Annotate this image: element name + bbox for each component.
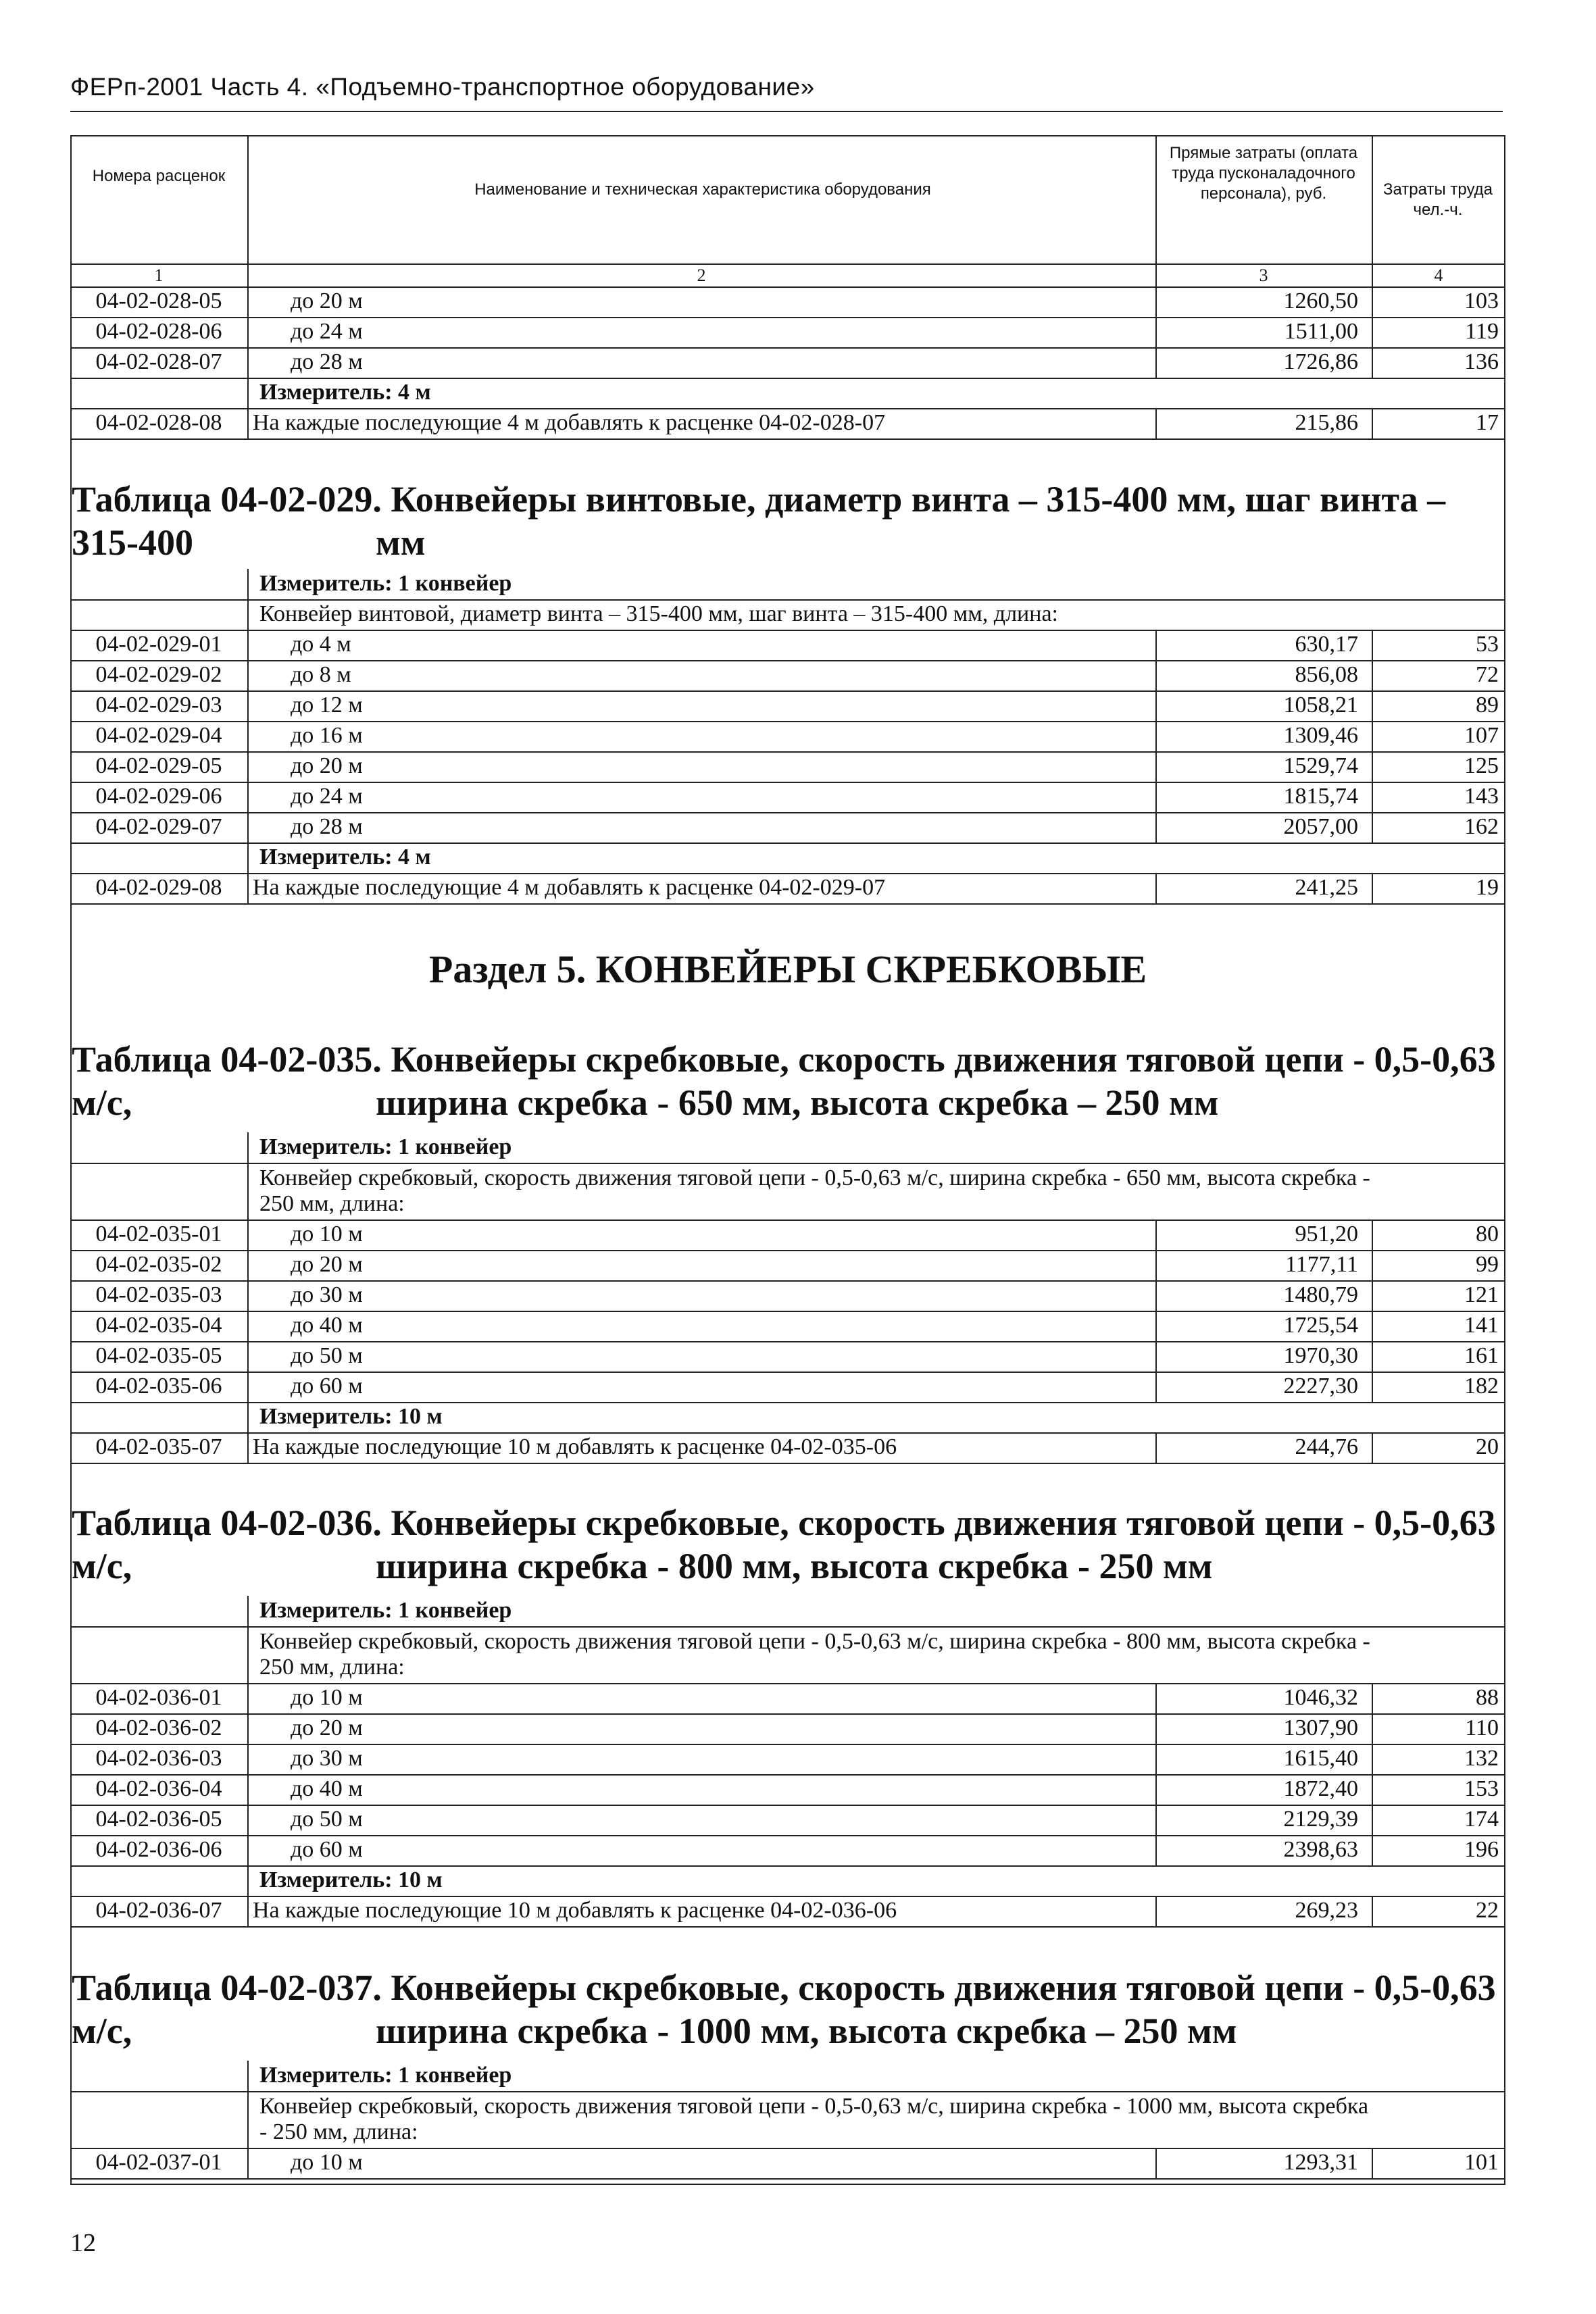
column-divider: [247, 630, 249, 842]
rate-cost: 856,08: [1295, 662, 1358, 687]
rate-name: до 10 м: [291, 2150, 363, 2175]
rate-code: 04-02-029-02: [95, 662, 222, 687]
table-title: ширина скребка - 650 мм, высота скребка – 250 мм: [376, 1082, 1219, 1123]
rate-cost: 244,76: [1295, 1434, 1358, 1459]
col-num-4: 4: [1434, 266, 1443, 285]
rate-labor: 141: [1464, 1313, 1499, 1338]
column-divider: [247, 1402, 249, 1432]
row-rule: [70, 903, 1505, 905]
column-divider: [247, 1596, 249, 1626]
rate-code: 04-02-036-07: [95, 1898, 222, 1923]
rate-code: 04-02-029-05: [95, 753, 222, 778]
rate-cost: 1307,90: [1283, 1715, 1358, 1740]
table-description: - 250 мм, длина:: [259, 2119, 418, 2144]
rate-code: 04-02-029-07: [95, 814, 222, 839]
rate-cost: 1529,74: [1283, 753, 1358, 778]
rate-name: до 50 м: [291, 1343, 363, 1368]
rate-cost: 1177,11: [1285, 1252, 1358, 1277]
rate-labor: 110: [1465, 1715, 1499, 1740]
column-divider: [1155, 630, 1157, 842]
table-description: Конвейер скребковый, скорость движения тяговой цепи - 0,5-0,63 м/с, ширина скребка - 1000 мм, высота скребка: [259, 2094, 1369, 2119]
rate-code: 04-02-036-03: [95, 1746, 222, 1771]
column-divider: [247, 286, 249, 378]
col-header-cost: Прямые затраты (оплата труда пусконаладочного персонала), руб.: [1169, 144, 1358, 203]
rate-cost: 269,23: [1295, 1898, 1358, 1923]
rate-cost: 1970,30: [1283, 1343, 1358, 1368]
rate-cost: 1511,00: [1284, 319, 1358, 344]
table-description: 250 мм, длина:: [259, 1655, 405, 1680]
column-divider: [1155, 408, 1157, 438]
rate-name: до 20 м: [291, 1715, 363, 1740]
header-divider: [1372, 135, 1373, 286]
rate-cost: 1046,32: [1283, 1685, 1358, 1710]
column-divider: [247, 1163, 249, 1219]
rate-labor: 136: [1464, 349, 1499, 374]
rate-labor: 20: [1476, 1434, 1499, 1459]
rate-name: до 24 м: [291, 784, 363, 809]
rate-code: 04-02-028-05: [95, 288, 222, 313]
column-divider: [247, 569, 249, 599]
column-divider: [1155, 1683, 1157, 1865]
rate-labor: 182: [1464, 1374, 1499, 1399]
column-divider: [1372, 408, 1373, 438]
rate-name: до 24 м: [291, 319, 363, 344]
rate-name: На каждые последующие 10 м добавлять к расценке 04-02-035-06: [253, 1434, 897, 1459]
column-divider: [1155, 873, 1157, 903]
meter-label: Измеритель: 1 конвейер: [259, 1598, 512, 1623]
rate-labor: 89: [1476, 693, 1499, 718]
rate-name: до 28 м: [291, 349, 363, 374]
page-header: ФЕРп-2001 Часть 4. «Подъемно-транспортное оборудование»: [70, 73, 815, 101]
rate-code: 04-02-028-06: [95, 319, 222, 344]
column-divider: [247, 1432, 249, 1463]
rate-cost: 1872,40: [1283, 1776, 1358, 1801]
col-header-labor: Затраты труда чел.-ч.: [1382, 180, 1493, 219]
rate-cost: 2398,63: [1283, 1837, 1358, 1862]
rate-name: до 20 м: [291, 288, 363, 313]
table-title: мм: [376, 522, 426, 563]
rate-labor: 119: [1465, 319, 1499, 344]
meter-label: Измеритель: 10 м: [259, 1404, 443, 1429]
col-num-3: 3: [1259, 266, 1268, 285]
column-divider: [247, 599, 249, 630]
table-description: Конвейер винтовой, диаметр винта – 315-400 мм, шаг винта – 315-400 мм, длина:: [259, 601, 1058, 626]
meter-label: Измеритель: 4 м: [259, 845, 431, 870]
table-title: Таблица 04-02-037. Конвейеры скребковые, скорость движения тяговой цепи - 0,5-0,63 м/с,: [72, 1967, 1496, 2051]
col-num-2: 2: [697, 266, 706, 285]
rate-code: 04-02-036-06: [95, 1837, 222, 1862]
rate-name: до 30 м: [291, 1282, 363, 1307]
rate-labor: 162: [1464, 814, 1499, 839]
rate-name: до 4 м: [291, 632, 351, 657]
rate-labor: 143: [1464, 784, 1499, 809]
table-description: Конвейер скребковый, скорость движения тяговой цепи - 0,5-0,63 м/с, ширина скребка - 800 мм, высота скребка -: [259, 1629, 1370, 1654]
table-description: 250 мм, длина:: [259, 1191, 405, 1216]
rate-name: до 40 м: [291, 1313, 363, 1338]
header-divider: [1155, 135, 1157, 286]
rate-labor: 196: [1464, 1837, 1499, 1862]
row-rule: [70, 2178, 1505, 2180]
col-header-code: Номера расценок: [92, 167, 226, 185]
table-description: Конвейер скребковый, скорость движения тяговой цепи - 0,5-0,63 м/с, ширина скребка - 650 мм, высота скребка -: [259, 1165, 1370, 1190]
column-divider: [1372, 873, 1373, 903]
rate-name: до 8 м: [291, 662, 351, 687]
column-divider: [1372, 1219, 1373, 1402]
rate-cost: 1260,50: [1283, 288, 1358, 313]
rate-name: На каждые последующие 4 м добавлять к расценке 04-02-029-07: [253, 875, 886, 900]
rate-name: до 60 м: [291, 1837, 363, 1862]
column-divider: [247, 2091, 249, 2148]
header-divider: [247, 135, 249, 286]
column-divider: [1155, 1896, 1157, 1926]
column-divider: [247, 1626, 249, 1683]
rate-cost: 2129,39: [1283, 1807, 1358, 1832]
column-divider: [247, 2061, 249, 2091]
column-divider: [1155, 1219, 1157, 1402]
meter-label: Измеритель: 4 м: [259, 380, 431, 405]
rate-labor: 107: [1464, 723, 1499, 748]
column-divider: [247, 842, 249, 873]
rate-name: до 12 м: [291, 693, 363, 718]
rate-name: На каждые последующие 4 м добавлять к расценке 04-02-028-07: [253, 410, 886, 435]
row-rule: [70, 1463, 1505, 1464]
rate-labor: 101: [1464, 2150, 1499, 2175]
rate-code: 04-02-035-07: [95, 1434, 222, 1459]
rate-name: до 16 м: [291, 723, 363, 748]
rate-name: до 50 м: [291, 1807, 363, 1832]
column-divider: [1372, 1683, 1373, 1865]
rate-code: 04-02-036-01: [95, 1685, 222, 1710]
column-divider: [247, 1683, 249, 1865]
rate-code: 04-02-029-04: [95, 723, 222, 748]
rate-cost: 1480,79: [1283, 1282, 1358, 1307]
col-num-1: 1: [154, 266, 164, 285]
rate-code: 04-02-035-02: [95, 1252, 222, 1277]
rate-cost: 2057,00: [1283, 814, 1358, 839]
section-title: Раздел 5. КОНВЕЙЕРЫ СКРЕБКОВЫЕ: [428, 947, 1147, 991]
rate-labor: 17: [1476, 410, 1499, 435]
rate-labor: 88: [1476, 1685, 1499, 1710]
column-divider: [1155, 286, 1157, 378]
rate-labor: 99: [1476, 1252, 1499, 1277]
column-divider: [1372, 1896, 1373, 1926]
rate-cost: 1309,46: [1283, 723, 1358, 748]
column-divider: [1372, 286, 1373, 378]
column-divider: [247, 873, 249, 903]
rate-code: 04-02-036-04: [95, 1776, 222, 1801]
rate-name: до 40 м: [291, 1776, 363, 1801]
rate-code: 04-02-029-03: [95, 693, 222, 718]
table-title: Таблица 04-02-036. Конвейеры скребковые, скорость движения тяговой цепи - 0,5-0,63 м/с,: [72, 1503, 1496, 1586]
rate-cost: 951,20: [1295, 1222, 1358, 1247]
rate-code: 04-02-035-05: [95, 1343, 222, 1368]
table-title: ширина скребка - 1000 мм, высота скребка – 250 мм: [376, 2011, 1237, 2051]
rate-labor: 153: [1464, 1776, 1499, 1801]
rate-name: На каждые последующие 10 м добавлять к расценке 04-02-036-06: [253, 1898, 897, 1923]
rate-cost: 630,17: [1295, 632, 1358, 657]
column-divider: [247, 1219, 249, 1402]
table-title: ширина скребка - 800 мм, высота скребка - 250 мм: [376, 1546, 1213, 1586]
header-rule: [70, 111, 1503, 112]
meter-label: Измеритель: 10 м: [259, 1867, 443, 1892]
rate-labor: 161: [1464, 1343, 1499, 1368]
rate-name: до 30 м: [291, 1746, 363, 1771]
column-divider: [247, 2148, 249, 2178]
rate-labor: 53: [1476, 632, 1499, 657]
column-divider: [247, 1896, 249, 1926]
meter-label: Измеритель: 1 конвейер: [259, 1134, 512, 1159]
rate-labor: 72: [1476, 662, 1499, 687]
column-divider: [247, 1865, 249, 1896]
rate-cost: 1058,21: [1283, 693, 1358, 718]
rate-labor: 121: [1464, 1282, 1499, 1307]
rate-code: 04-02-028-07: [95, 349, 222, 374]
column-divider: [247, 378, 249, 408]
rate-name: до 10 м: [291, 1685, 363, 1710]
rate-code: 04-02-028-08: [95, 410, 222, 435]
meter-label: Измеритель: 1 конвейер: [259, 571, 512, 596]
row-rule: [70, 438, 1505, 440]
column-divider: [247, 1132, 249, 1163]
table-title: Таблица 04-02-035. Конвейеры скребковые, скорость движения тяговой цепи - 0,5-0,63 м/с,: [72, 1039, 1496, 1123]
rate-name: до 28 м: [291, 814, 363, 839]
rate-cost: 2227,30: [1283, 1374, 1358, 1399]
rate-labor: 125: [1464, 753, 1499, 778]
table-title: Таблица 04-02-029. Конвейеры винтовые, диаметр винта – 315-400 мм, шаг винта – 315-400: [72, 479, 1446, 563]
rate-code: 04-02-035-01: [95, 1222, 222, 1247]
rate-name: до 20 м: [291, 753, 363, 778]
rate-cost: 1726,86: [1283, 349, 1358, 374]
rate-labor: 80: [1476, 1222, 1499, 1247]
rate-labor: 22: [1476, 1898, 1499, 1923]
rate-cost: 1815,74: [1283, 784, 1358, 809]
rate-code: 04-02-036-05: [95, 1807, 222, 1832]
rate-labor: 103: [1464, 288, 1499, 313]
column-divider: [1372, 630, 1373, 842]
rate-cost: 1615,40: [1283, 1746, 1358, 1771]
rate-name: до 20 м: [291, 1252, 363, 1277]
column-divider: [1155, 1432, 1157, 1463]
rate-cost: 215,86: [1295, 410, 1358, 435]
row-rule: [70, 1926, 1505, 1928]
rate-code: 04-02-029-01: [95, 632, 222, 657]
column-divider: [1372, 1432, 1373, 1463]
rate-code: 04-02-029-06: [95, 784, 222, 809]
rate-code: 04-02-029-08: [95, 875, 222, 900]
column-divider: [247, 408, 249, 438]
column-divider: [1155, 2148, 1157, 2178]
rate-name: до 10 м: [291, 1222, 363, 1247]
rate-cost: 241,25: [1295, 875, 1358, 900]
page-number: 12: [70, 2229, 96, 2257]
rate-code: 04-02-036-02: [95, 1715, 222, 1740]
col-header-name: Наименование и техническая характеристика оборудования: [474, 180, 931, 199]
rate-code: 04-02-035-03: [95, 1282, 222, 1307]
column-divider: [1372, 2148, 1373, 2178]
rate-name: до 60 м: [291, 1374, 363, 1399]
rate-cost: 1293,31: [1283, 2150, 1358, 2175]
meter-label: Измеритель: 1 конвейер: [259, 2063, 512, 2088]
rate-code: 04-02-035-06: [95, 1374, 222, 1399]
rate-labor: 19: [1476, 875, 1499, 900]
rate-code: 04-02-035-04: [95, 1313, 222, 1338]
rate-cost: 1725,54: [1283, 1313, 1358, 1338]
rate-labor: 132: [1464, 1746, 1499, 1771]
rate-labor: 174: [1464, 1807, 1499, 1832]
rate-code: 04-02-037-01: [95, 2150, 222, 2175]
